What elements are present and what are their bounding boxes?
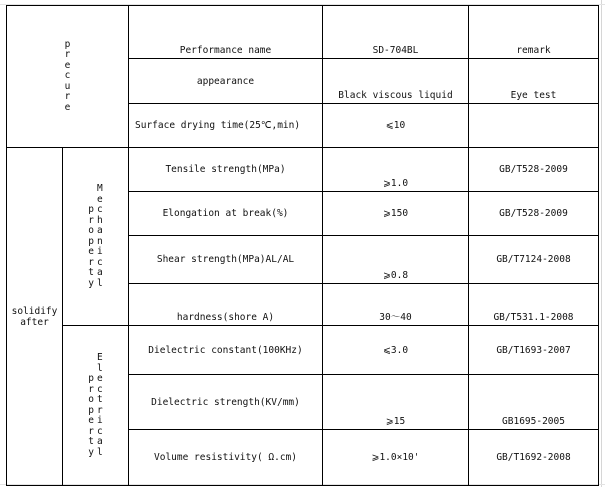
- solidify-after-text: solidify after: [11, 305, 58, 328]
- property-letter: e: [88, 415, 94, 426]
- property-letter: t: [88, 436, 94, 447]
- row-hardness-value: 30～40: [323, 284, 469, 326]
- property-letter: o: [88, 225, 94, 236]
- row-volume-resistivity-name: Volume resistivity( Ω.cm): [129, 430, 323, 486]
- row-tensile-value: ⩾1.0: [323, 148, 469, 192]
- property-letter: o: [88, 394, 94, 405]
- row-hardness-remark: GB/T531.1-2008: [469, 284, 599, 326]
- mechanical-letter: M: [97, 183, 103, 194]
- mechanical-letter: l: [97, 277, 103, 289]
- mechanical-vertical-text: [97, 184, 103, 289]
- row-volume-resistivity-value: ⩾1.0×10': [323, 430, 469, 486]
- precure-letter: u: [64, 80, 71, 92]
- row-hardness-name: hardness(shore A): [129, 284, 323, 326]
- row-surface-drying-value: ⩽10: [323, 104, 469, 148]
- row-dielectric-constant-name: Dielectric constant(100KHz): [129, 326, 323, 375]
- property-letter: r: [88, 383, 94, 395]
- electrical-letter: c: [97, 425, 103, 437]
- header-remark: remark: [469, 6, 599, 59]
- mechanical-letter: i: [97, 246, 103, 257]
- electrical-property-prefix: [88, 353, 94, 458]
- electrical-vertical-text: [97, 353, 103, 458]
- spec-table: [6, 5, 599, 486]
- row-tensile-name: Tensile strength(MPa): [129, 148, 323, 192]
- mechanical-property-prefix: [88, 184, 94, 289]
- property-letter: p: [88, 204, 94, 215]
- row-dielectric-strength-name: Dielectric strength(KV/mm): [129, 375, 323, 430]
- mechanical-letter: n: [97, 235, 103, 247]
- solidify-after-label: [7, 148, 63, 486]
- electrical-letter: l: [97, 446, 103, 458]
- property-letter: y: [88, 277, 94, 289]
- property-letter: r: [88, 256, 94, 268]
- electrical-property-label: [63, 326, 129, 486]
- property-letter: p: [88, 373, 94, 384]
- row-shear-remark: GB/T7124-2008: [469, 236, 599, 284]
- row-dielectric-strength-value: ⩾15: [323, 375, 469, 430]
- electrical-letter: c: [97, 383, 103, 395]
- row-elongation-value: ⩾150: [323, 192, 469, 236]
- property-letter: p: [88, 404, 94, 416]
- precure-letter: e: [64, 101, 71, 113]
- electrical-letter: t: [97, 394, 103, 405]
- electrical-letter: E: [97, 352, 103, 363]
- electrical-letter: i: [97, 415, 103, 426]
- mechanical-property-label: [63, 148, 129, 326]
- row-surface-drying-remark: [469, 104, 599, 148]
- precure-letter: e: [64, 59, 71, 71]
- property-letter: p: [88, 235, 94, 247]
- precure-section-label: [7, 6, 129, 148]
- header-product: SD-704BL: [323, 6, 469, 59]
- mechanical-letter: a: [97, 267, 103, 278]
- precure-letter: r: [64, 91, 71, 103]
- header-performance-name: Performance name: [129, 6, 323, 59]
- property-letter: t: [88, 267, 94, 278]
- mechanical-letter: c: [97, 204, 103, 215]
- mechanical-letter: a: [97, 225, 103, 236]
- row-shear-value: ⩾0.8: [323, 236, 469, 284]
- precure-letter: p: [64, 38, 71, 50]
- precure-vertical-text: [10, 40, 125, 114]
- mechanical-letter: c: [97, 256, 103, 268]
- row-tensile-remark: GB/T528-2009: [469, 148, 599, 192]
- electrical-letter: a: [97, 436, 103, 447]
- row-appearance-remark: Eye test: [469, 59, 599, 104]
- electrical-letter: r: [97, 404, 103, 416]
- electrical-letter: l: [97, 362, 103, 374]
- precure-letter: r: [64, 49, 71, 61]
- row-dielectric-strength-remark: GB1695-2005: [469, 375, 599, 430]
- electrical-letter: e: [97, 373, 103, 384]
- mechanical-letter: h: [97, 214, 103, 226]
- row-dielectric-constant-value: ⩽3.0: [323, 326, 469, 375]
- row-appearance-value: Black viscous liquid: [323, 59, 469, 104]
- property-letter: e: [88, 246, 94, 257]
- precure-letter: c: [64, 70, 71, 82]
- row-elongation-name: Elongation at break(%): [129, 192, 323, 236]
- row-dielectric-constant-remark: GB/T1693-2007: [469, 326, 599, 375]
- row-volume-resistivity-remark: GB/T1692-2008: [469, 430, 599, 486]
- property-letter: r: [88, 214, 94, 226]
- property-letter: y: [88, 446, 94, 458]
- row-elongation-remark: GB/T528-2009: [469, 192, 599, 236]
- property-letter: r: [88, 425, 94, 437]
- row-surface-drying-name: Surface drying time(25℃,min): [129, 104, 323, 148]
- gridline-vertical: [601, 0, 602, 487]
- mechanical-letter: e: [97, 193, 103, 205]
- row-appearance-name: appearance: [129, 59, 323, 104]
- row-shear-name: Shear strength(MPa)AL/AL: [129, 236, 323, 284]
